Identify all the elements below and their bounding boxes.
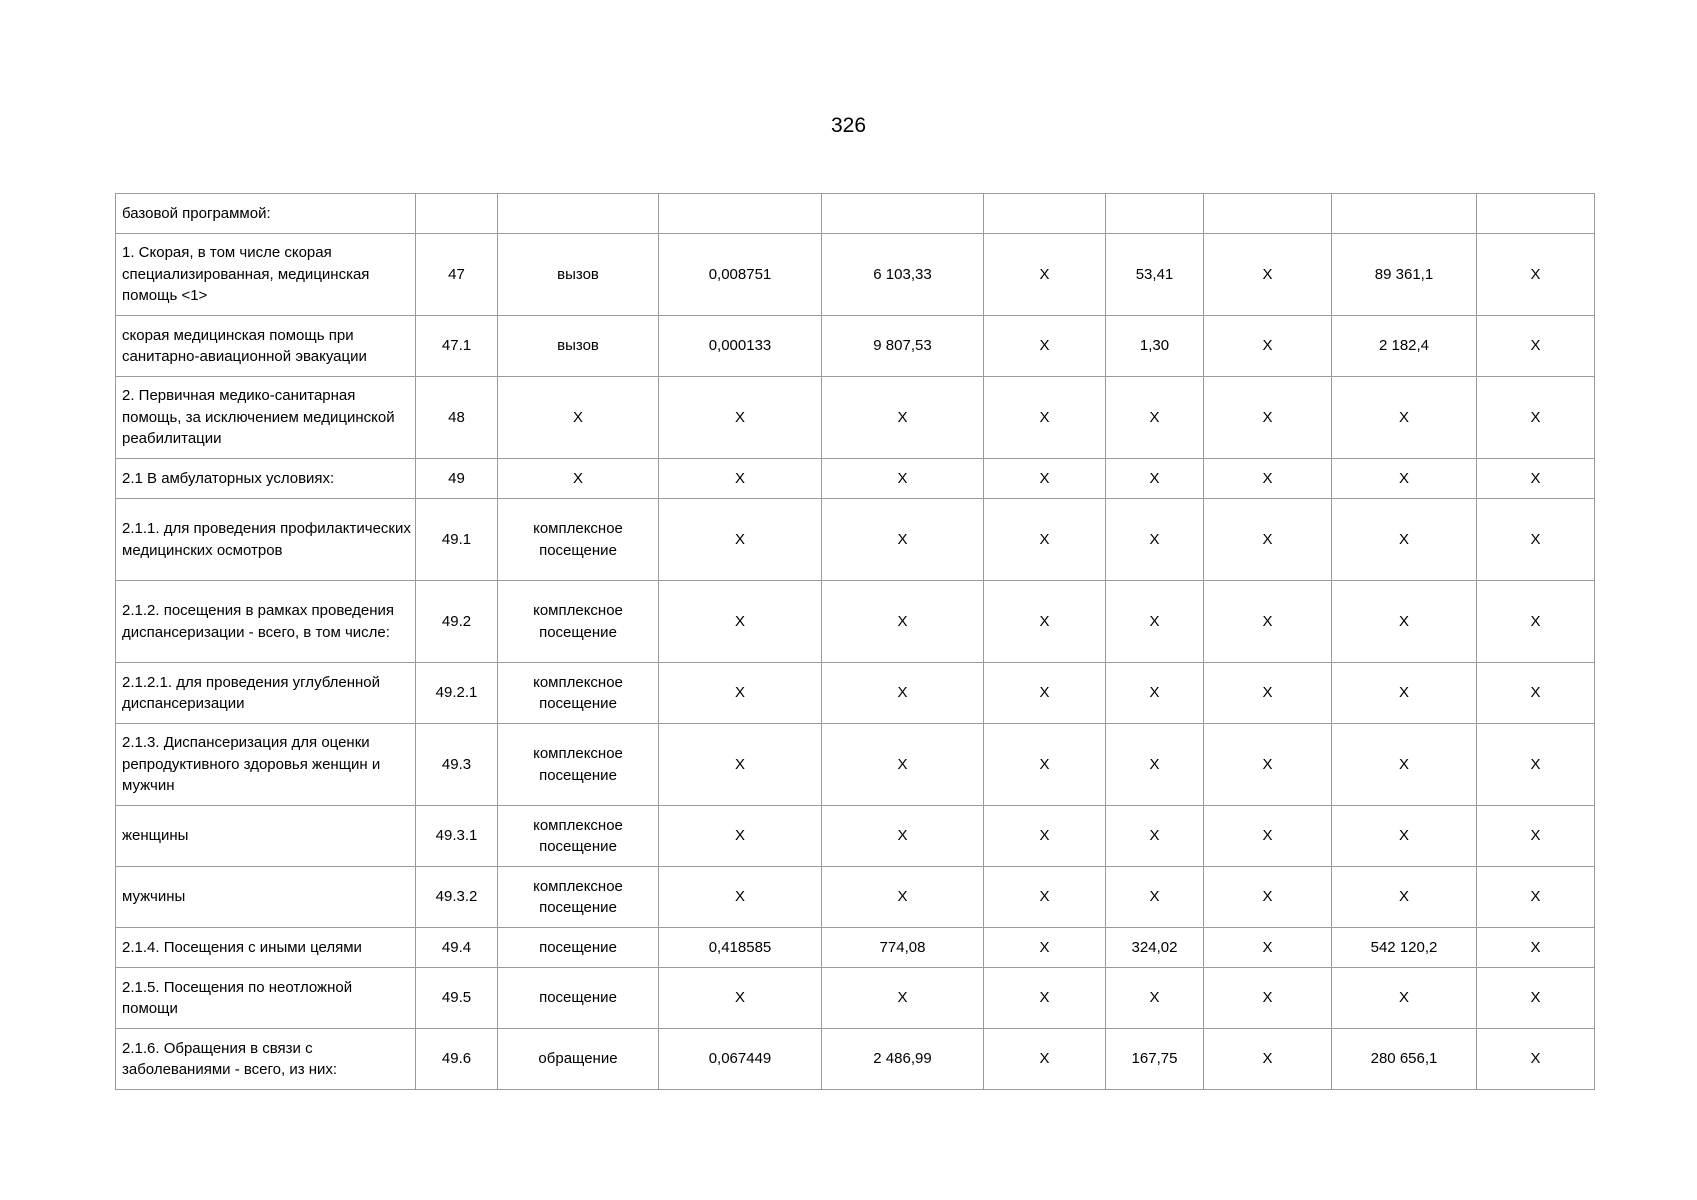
cell-col9: X xyxy=(1332,968,1477,1029)
cell-unit: комплексное посещение xyxy=(498,724,659,806)
cell-cost: X xyxy=(822,663,984,724)
cell-code: 49.4 xyxy=(416,928,498,968)
cell-volume: 0,008751 xyxy=(659,234,822,316)
cell-col7: 167,75 xyxy=(1106,1029,1204,1090)
cell-col10: X xyxy=(1477,234,1595,316)
cell-cost: X xyxy=(822,867,984,928)
cell-col6: X xyxy=(984,663,1106,724)
cell-col10: X xyxy=(1477,499,1595,581)
table-row xyxy=(116,581,1595,663)
cell-col10 xyxy=(1477,194,1595,234)
cell-name: 2.1.2.1. для проведения углубленной диспансеризации xyxy=(116,663,416,724)
cell-code: 49.3.1 xyxy=(416,806,498,867)
cell-cost: X xyxy=(822,459,984,499)
cell-col6: X xyxy=(984,928,1106,968)
cell-col7: X xyxy=(1106,377,1204,459)
cell-col6: X xyxy=(984,968,1106,1029)
cell-cost: X xyxy=(822,968,984,1029)
cell-col10: X xyxy=(1477,806,1595,867)
table-row xyxy=(116,1029,1595,1090)
cell-col9: 89 361,1 xyxy=(1332,234,1477,316)
cell-col6: X xyxy=(984,867,1106,928)
cell-col8: X xyxy=(1204,663,1332,724)
cell-col10: X xyxy=(1477,377,1595,459)
cell-name: 2.1.6. Обращения в связи с заболеваниями - всего, из них: xyxy=(116,1029,416,1090)
cell-name: скорая медицинская помощь при санитарно-авиационной эвакуации xyxy=(116,316,416,377)
cell-col7: X xyxy=(1106,867,1204,928)
table-row xyxy=(116,724,1595,806)
cell-col10: X xyxy=(1477,316,1595,377)
cell-col9: X xyxy=(1332,806,1477,867)
cell-col7: 53,41 xyxy=(1106,234,1204,316)
cell-code: 49.1 xyxy=(416,499,498,581)
cell-col7: X xyxy=(1106,499,1204,581)
cell-col7: X xyxy=(1106,724,1204,806)
cell-col9: X xyxy=(1332,867,1477,928)
cell-col9: 280 656,1 xyxy=(1332,1029,1477,1090)
table-row xyxy=(116,234,1595,316)
cell-cost: 9 807,53 xyxy=(822,316,984,377)
cell-col7: 324,02 xyxy=(1106,928,1204,968)
cell-cost xyxy=(822,194,984,234)
cell-cost: 6 103,33 xyxy=(822,234,984,316)
cell-unit: комплексное посещение xyxy=(498,663,659,724)
cell-name: 1. Скорая, в том числе скорая специализированная, медицинская помощь <1> xyxy=(116,234,416,316)
cell-code: 47 xyxy=(416,234,498,316)
cell-col6: X xyxy=(984,377,1106,459)
cell-col7: X xyxy=(1106,581,1204,663)
table-row xyxy=(116,968,1595,1029)
cell-volume: X xyxy=(659,581,822,663)
cell-name: 2.1.1. для проведения профилактических медицинских осмотров xyxy=(116,499,416,581)
cell-code: 49.2 xyxy=(416,581,498,663)
cell-code: 49.3 xyxy=(416,724,498,806)
cell-col10: X xyxy=(1477,867,1595,928)
cell-cost: X xyxy=(822,499,984,581)
cell-unit: обращение xyxy=(498,1029,659,1090)
cell-cost: X xyxy=(822,724,984,806)
cell-unit: вызов xyxy=(498,316,659,377)
cell-code: 47.1 xyxy=(416,316,498,377)
cell-name: 2.1.2. посещения в рамках проведения диспансеризации - всего, в том числе: xyxy=(116,581,416,663)
table-row xyxy=(116,316,1595,377)
cell-cost: 2 486,99 xyxy=(822,1029,984,1090)
table-row xyxy=(116,867,1595,928)
cell-volume: 0,067449 xyxy=(659,1029,822,1090)
cell-col8: X xyxy=(1204,928,1332,968)
cell-name: женщины xyxy=(116,806,416,867)
table-row xyxy=(116,928,1595,968)
cell-col6: X xyxy=(984,316,1106,377)
cell-name: 2.1.5. Посещения по неотложной помощи xyxy=(116,968,416,1029)
cell-unit: комплексное посещение xyxy=(498,806,659,867)
cell-unit: комплексное посещение xyxy=(498,499,659,581)
cell-col10: X xyxy=(1477,928,1595,968)
cell-col8: X xyxy=(1204,968,1332,1029)
cell-col8: X xyxy=(1204,316,1332,377)
cell-col8: X xyxy=(1204,867,1332,928)
cell-code: 48 xyxy=(416,377,498,459)
cell-col6: X xyxy=(984,499,1106,581)
table-row xyxy=(116,663,1595,724)
cell-cost: X xyxy=(822,581,984,663)
cell-col7: X xyxy=(1106,459,1204,499)
table-row xyxy=(116,499,1595,581)
cell-volume: X xyxy=(659,867,822,928)
cell-col7: X xyxy=(1106,968,1204,1029)
table-row xyxy=(116,459,1595,499)
cell-code: 49 xyxy=(416,459,498,499)
cell-col6 xyxy=(984,194,1106,234)
page-number: 326 xyxy=(830,114,867,137)
cell-col8: X xyxy=(1204,724,1332,806)
cell-unit: посещение xyxy=(498,968,659,1029)
cell-col9: X xyxy=(1332,581,1477,663)
cell-col6: X xyxy=(984,806,1106,867)
cell-unit: вызов xyxy=(498,234,659,316)
cell-col8: X xyxy=(1204,1029,1332,1090)
cell-col7 xyxy=(1106,194,1204,234)
cell-col6: X xyxy=(984,1029,1106,1090)
cell-volume: 0,000133 xyxy=(659,316,822,377)
cell-code: 49.6 xyxy=(416,1029,498,1090)
cell-col6: X xyxy=(984,724,1106,806)
cell-col9: X xyxy=(1332,663,1477,724)
cell-col9: X xyxy=(1332,459,1477,499)
cell-col7: X xyxy=(1106,663,1204,724)
cell-cost: X xyxy=(822,377,984,459)
cell-name: мужчины xyxy=(116,867,416,928)
cell-name: 2.1.4. Посещения с иными целями xyxy=(116,928,416,968)
cell-volume: 0,418585 xyxy=(659,928,822,968)
cell-volume: X xyxy=(659,968,822,1029)
cell-col8: X xyxy=(1204,806,1332,867)
cell-volume: X xyxy=(659,499,822,581)
cell-name: базовой программой: xyxy=(116,194,416,234)
table-row xyxy=(116,806,1595,867)
cell-volume: X xyxy=(659,806,822,867)
cell-code: 49.5 xyxy=(416,968,498,1029)
cell-unit: комплексное посещение xyxy=(498,867,659,928)
cell-unit: посещение xyxy=(498,928,659,968)
cell-unit: комплексное посещение xyxy=(498,581,659,663)
cell-col8: X xyxy=(1204,377,1332,459)
cell-col8: X xyxy=(1204,459,1332,499)
data-table xyxy=(115,193,1595,1090)
table-row xyxy=(116,377,1595,459)
cell-col10: X xyxy=(1477,1029,1595,1090)
cell-col8: X xyxy=(1204,234,1332,316)
cell-code: 49.3.2 xyxy=(416,867,498,928)
cell-name: 2. Первичная медико-санитарная помощь, за исключением медицинской реабилитации xyxy=(116,377,416,459)
cell-col10: X xyxy=(1477,663,1595,724)
cell-col9: X xyxy=(1332,724,1477,806)
cell-code xyxy=(416,194,498,234)
cell-col10: X xyxy=(1477,459,1595,499)
cell-name: 2.1.3. Диспансеризация для оценки репродуктивного здоровья женщин и мужчин xyxy=(116,724,416,806)
cell-col9: 2 182,4 xyxy=(1332,316,1477,377)
cell-col9: X xyxy=(1332,377,1477,459)
cell-volume: X xyxy=(659,377,822,459)
cell-volume: X xyxy=(659,724,822,806)
cell-volume: X xyxy=(659,459,822,499)
cell-col10: X xyxy=(1477,968,1595,1029)
cell-unit xyxy=(498,194,659,234)
cell-col7: 1,30 xyxy=(1106,316,1204,377)
cell-col10: X xyxy=(1477,581,1595,663)
cell-name: 2.1 В амбулаторных условиях: xyxy=(116,459,416,499)
cell-col8: X xyxy=(1204,499,1332,581)
cell-col8 xyxy=(1204,194,1332,234)
cell-col9: X xyxy=(1332,499,1477,581)
table-row xyxy=(116,194,1595,234)
cell-volume xyxy=(659,194,822,234)
cell-col8: X xyxy=(1204,581,1332,663)
cell-cost: X xyxy=(822,806,984,867)
cell-col9: 542 120,2 xyxy=(1332,928,1477,968)
cell-unit: X xyxy=(498,459,659,499)
cell-col6: X xyxy=(984,581,1106,663)
cell-col9 xyxy=(1332,194,1477,234)
cell-unit: X xyxy=(498,377,659,459)
cell-col6: X xyxy=(984,234,1106,316)
cell-code: 49.2.1 xyxy=(416,663,498,724)
cell-volume: X xyxy=(659,663,822,724)
cell-col6: X xyxy=(984,459,1106,499)
cell-cost: 774,08 xyxy=(822,928,984,968)
cell-col7: X xyxy=(1106,806,1204,867)
cell-col10: X xyxy=(1477,724,1595,806)
